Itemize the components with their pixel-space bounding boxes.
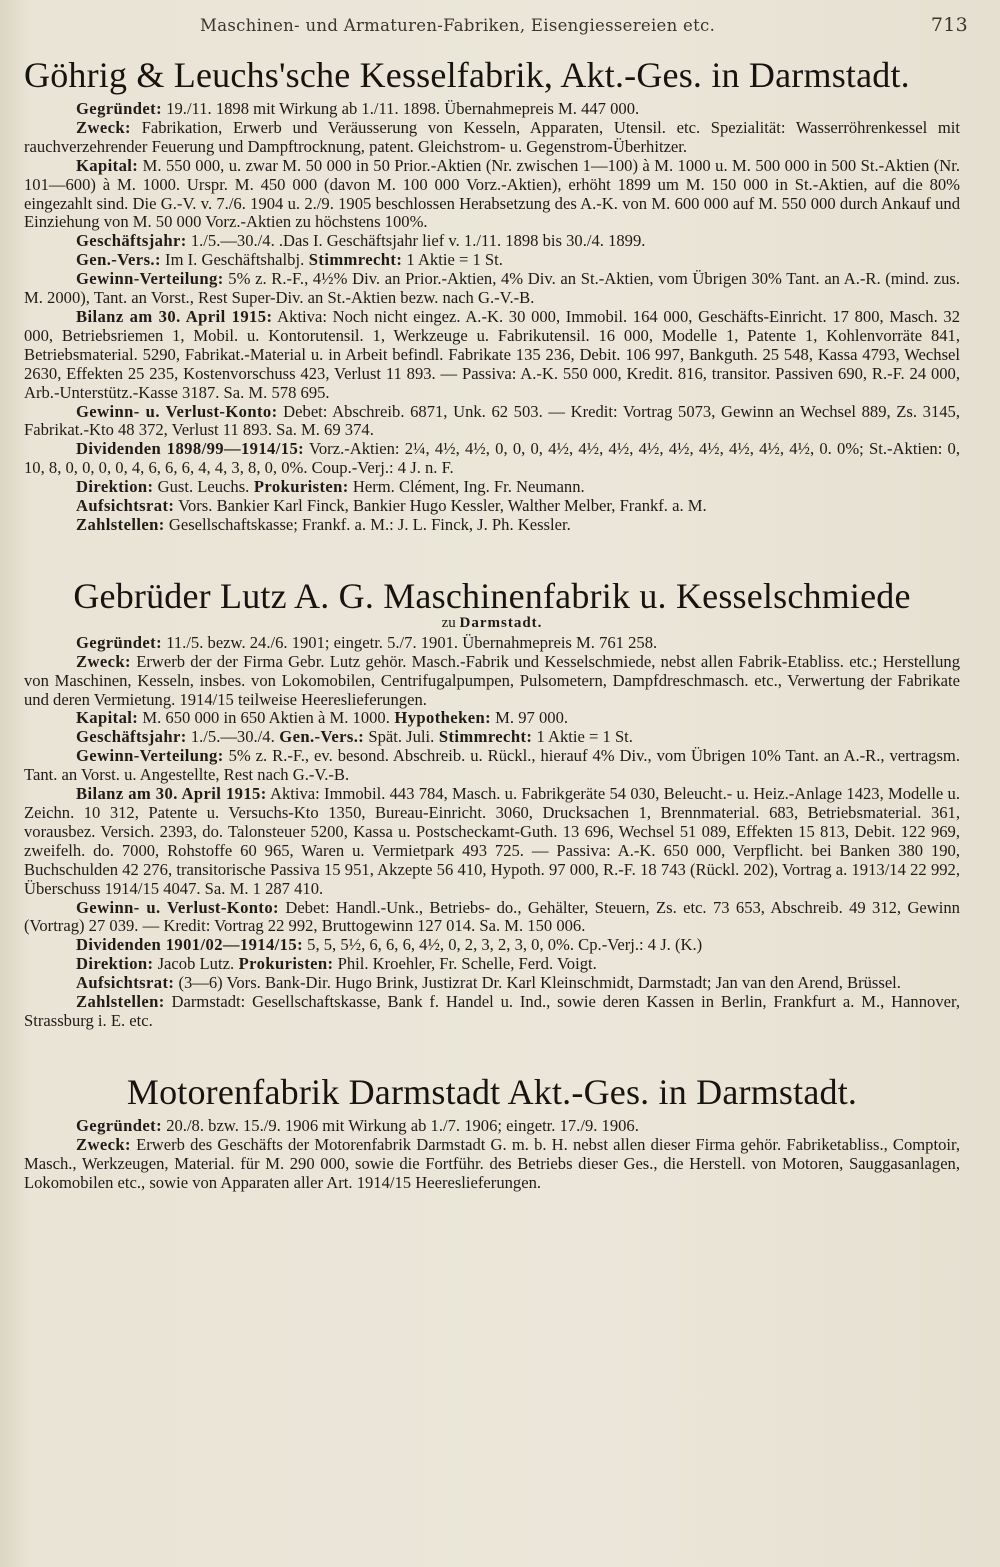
entry-paragraph: Dividenden 1901/02—1914/15: 5, 5, 5½, 6, 6, 6, 4½, 0, 2, 3, 2, 3, 0, 0%. Cp.-Verj.: 4 J. (K.) bbox=[76, 935, 703, 955]
entry-paragraph: Gegründet: 11./5. bezw. 24./6. 1901; eingetr. 5./7. 1901. Übernahmepreis M. 761 258. bbox=[76, 632, 658, 652]
company-location: zu Darmstadt. bbox=[441, 614, 543, 631]
entry-paragraph: Kapital: M. 650 000 in 650 Aktien à M. 1000. Hypotheken: M. 97 000. bbox=[76, 708, 569, 728]
entry-paragraph: Gen.-Vers.: Im I. Geschäftshalbj. Stimmrecht: 1 Aktie = 1 St. bbox=[76, 250, 503, 270]
entry-paragraph: Bilanz am 30. April 1915: Aktiva: Noch nicht eingez. A.-K. 30 000, Immobil. 164 000, Geschäfts-Einricht. 17 800, Masch. 32 000, Betriebsriemen 1, Mobil. u. Kontorutensil. 1, Werkzeuge u. Fabrikutensil. 16 000, Modelle 1, Patente 1, Kohlenvorräte 841, Betriebsmaterial. 5290, Fabrikat.-Material u. in Arbeit befindl. Fabrikate 135 236, Debit. 106 997, Bankguth. 25 548, Kassa 4793, Wechsel 2630, Effekten 25 235, Kostenvorschuss 423, Verlust 11 893. — Passiva: A.-K. 550 000, Kredit. 816, transitor. Passiven 690, R.-F. 24 000, Arb.-Unterstütz.-Kasse 3187. Sa. M. 578 695. bbox=[24, 306, 961, 402]
entry-paragraph: Gewinn-Verteilung: 5% z. R.-F., ev. besond. Abschreib. u. Rückl., hierauf 4% Div., vom Übrigen 10% Tant. an A.-R., vertragsm. Tant. an Vorst. u. Angestellte, Rest nach G.-V.-B. bbox=[24, 746, 960, 785]
company-title: Motorenfabrik Darmstadt Akt.-Ges. in Darmstadt. bbox=[126, 1071, 858, 1112]
company-entry-motorenfabrik-darmstadt bbox=[24, 1073, 960, 1193]
entry-paragraph: Direktion: Jacob Lutz. Prokuristen: Phil. Kroehler, Fr. Schelle, Ferd. Voigt. bbox=[76, 954, 597, 974]
company-title: Göhrig & Leuchs'sche Kesselfabrik, Akt.-Ges. in Darmstadt. bbox=[24, 55, 910, 95]
page-number: 713 bbox=[930, 14, 968, 36]
company-entry-goehrig-leuchs bbox=[24, 56, 960, 535]
entry-paragraph: Gewinn- u. Verlust-Konto: Debet: Handl.-Unk., Betriebs- do., Gehälter, Steuern, Zs. etc. 73 653, Abschreib. 49 312, Gewinn (Vortrag) 27 039. — Kredit: Vortrag 22 992, Bruttogewinn 127 014. Sa. M. 150 006. bbox=[24, 897, 960, 936]
entry-paragraph: Gegründet: 20./8. bzw. 15./9. 1906 mit Wirkung ab 1./7. 1906; eingetr. 17./9. 1906. bbox=[76, 1115, 639, 1135]
running-head bbox=[24, 14, 968, 48]
entry-paragraph: Aufsichtsrat: Vors. Bankier Karl Finck, Bankier Hugo Kessler, Walther Melber, Frankf. a. M. bbox=[76, 496, 707, 516]
entry-paragraph: Bilanz am 30. April 1915: Aktiva: Immobil. 443 784, Masch. u. Fabrikgeräte 54 030, Beleucht.- u. Heiz.-Anlage 1423, Modelle u. Zeichn. 10 312, Patente u. Versuchs-Kto 1350, Bureau-Einricht. 3060, Drucksachen 1, Brennmaterial. 683, Betriebsmaterial. 361, vorausbez. Versich. 2393, do. Talonsteuer 5200, Kassa u. Postscheckamt-Guth. 13 696, Wechsel 51 089, Effekten 15 813, Debit. 122 969, zweifelh. do. 7000, Rohstoffe 60 965, Waren u. Vermietpark 493 725. — Passiva: A.-K. 650 000, Verpflicht. bei Banken 380 190, Buchschulden 42 276, transitorische Passiva 15 951, Akzepte 56 410, Hypoth. 97 000, R.-F. 18 743 (Rückl. 202), Vortrag a. 1913/14 22 992, Überschuss 1914/15 4047. Sa. M. 1 287 410. bbox=[24, 784, 961, 898]
company-title: Gebrüder Lutz A. G. Maschinenfabrik u. Kesselschmiede bbox=[73, 575, 911, 616]
entry-paragraph: Gewinn-Verteilung: 5% z. R.-F., 4½% Div. an Prior.-Aktien, 4% Div. an St.-Aktien, vom Übrigen 30% Tant. an A.-R. (mind. zus. M. 2000), Tant. an Vorst., Rest Super-Div. an St.-Aktien bezw. nach G.-V.-B. bbox=[24, 269, 960, 308]
entry-paragraph: Gewinn- u. Verlust-Konto: Debet: Abschreib. 6871, Unk. 62 503. — Kredit: Vortrag 5073, Gewinn an Wechsel 889, Zs. 3145, Fabrikat.-Kto 48 372, Verlust 11 893. Sa. M. 69 374. bbox=[24, 401, 961, 440]
running-head-title: Maschinen- und Armaturen-Fabriken, Eisengiessereien etc. bbox=[200, 16, 716, 35]
entry-paragraph: Kapital: M. 550 000, u. zwar M. 50 000 in 50 Prior.-Aktien (Nr. zwischen 1—100) à M. 1000 u. M. 500 000 in 500 St.-Aktien (Nr. 101—600) à M. 1000. Urspr. M. 450 000 (davon M. 100 000 Vorz.-Aktien), erhöht 1899 um M. 150 000 in St.-Aktien, auf die 80% eingezahlt sind. Die G.-V. v. 7./6. 1904 u. 2./9. 1905 beschlossen Herabsetzung des A.-K. von M. 600 000 auf M. 550 000 durch Ankauf und Einziehung von M. 50 000 Vorz.-Aktien zu höchstens 100%. bbox=[24, 155, 960, 232]
company-entry-gebrueder-lutz bbox=[24, 577, 960, 1031]
entry-paragraph: Aufsichtsrat: (3—6) Vors. Bank-Dir. Hugo Brink, Justizrat Dr. Karl Kleinschmidt, Darmstadt; Jan van den Arend, Brüssel. bbox=[76, 973, 901, 993]
entry-paragraph: Geschäftsjahr: 1./5.—30./4. .Das I. Geschäftsjahr lief v. 1./11. 1898 bis 30./4. 1899. bbox=[76, 231, 646, 251]
entry-paragraph: Zahlstellen: Darmstadt: Gesellschaftskasse, Bank f. Handel u. Ind., sowie deren Kassen in Berlin, Frankfurt a. M., Hannover, Strassburg i. E. etc. bbox=[24, 992, 960, 1030]
entry-paragraph: Dividenden 1898/99—1914/15: Vorz.-Aktien: 2¼, 4½, 4½, 0, 0, 0, 4½, 4½, 4½, 4½, 4½, 4½, 4½, 4½, 4½, 0. 0%; St.-Aktien: 0, 10, 8, 0, 0, 0, 0, 4, 6, 6, 6, 4, 4, 3, 8, 0, 0%. Coup.-Verj.: 4 J. n. F. bbox=[24, 439, 961, 478]
entry-paragraph: Zweck: Erwerb der der Firma Gebr. Lutz gehör. Masch.-Fabrik und Kesselschmiede, nebst allen Fabrik-Etabliss. etc.; Herstellung von Maschinen, Kesseln, insbes. von Lokomobilen, Centrifugalpumpen, Pulsometern, Dampfdreschmasch. etc., Verwertung der Fabrikate und deren Vermietung. 1914/15 teilweise Heereslieferungen. bbox=[24, 651, 960, 709]
entry-paragraph: Zahlstellen: Gesellschaftskasse; Frankf. a. M.: J. L. Finck, J. Ph. Kessler. bbox=[76, 514, 571, 534]
entry-paragraph: Zweck: Erwerb des Geschäfts der Motorenfabrik Darmstadt G. m. b. H. nebst allen dieser Firma gehör. Fabriketabliss., Comptoir, Masch., Werkzeugen, Material. für M. 290 000, sowie die Fortführ. des Betriebs dieser Ges., die Herstell. von Motoren, Sauggasanlagen, Lokomobilen etc., sowie von Apparaten aller Art. 1914/15 Heereslieferungen. bbox=[24, 1134, 960, 1192]
entry-paragraph: Direktion: Gust. Leuchs. Prokuristen: Herm. Clément, Ing. Fr. Neumann. bbox=[76, 477, 585, 497]
entry-paragraph: Gegründet: 19./11. 1898 mit Wirkung ab 1./11. 1898. Übernahmepreis M. 447 000. bbox=[76, 99, 640, 118]
entry-paragraph: Zweck: Fabrikation, Erwerb und Veräusserung von Kesseln, Apparaten, Utensil. etc. Spezialität: Wasserröhrenkessel mit rauchverzehrender Feuerung und Dampftrocknung, patent. Gleichstrom- u. Gegenstrom-Überhitzer. bbox=[24, 117, 960, 156]
entry-paragraph: Geschäftsjahr: 1./5.—30./4. Gen.-Vers.: Spät. Juli. Stimmrecht: 1 Aktie = 1 St. bbox=[76, 727, 633, 747]
